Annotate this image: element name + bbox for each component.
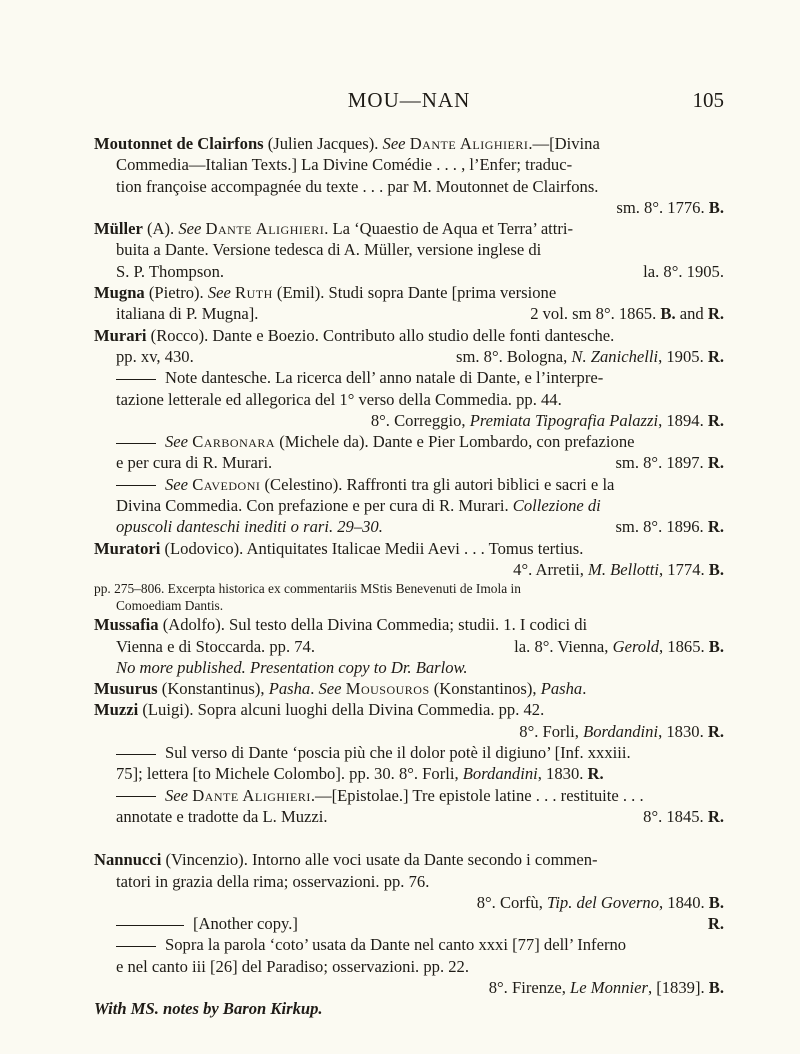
- entry-line: [94, 303, 724, 324]
- entry-note: No more published. Presentation copy to Dr. Barlow.: [116, 657, 468, 677]
- entry-text: (Pietro).: [144, 283, 208, 303]
- entry-muratori: [94, 538, 724, 615]
- entry-line: [94, 699, 724, 720]
- entry-line: [94, 538, 724, 559]
- library-mark: B.: [708, 892, 724, 912]
- imprint-text: 8°. Forli,: [519, 721, 584, 741]
- entry-text: .: [310, 679, 319, 699]
- entry-imprint: [94, 977, 724, 998]
- series-title: Collezione di: [512, 496, 601, 516]
- entry-note: Comoediam Dantis.: [116, 598, 224, 614]
- entry-line: [94, 218, 724, 239]
- entry-heading: Musurus: [94, 679, 158, 699]
- entry-text: S. P. Thompson.: [116, 261, 225, 281]
- library-mark: R.: [707, 453, 724, 473]
- library-mark: B.: [708, 559, 724, 579]
- imprint-text: , 1894.: [658, 410, 708, 430]
- imprint-text: la. 8°. Vienna,: [514, 636, 613, 656]
- entry-imprint: [94, 410, 724, 431]
- publisher: Gerold: [612, 636, 659, 656]
- library-mark: R.: [707, 346, 724, 366]
- entry-text: pp. xv, 430.: [116, 346, 194, 366]
- catalogue-entries: [94, 133, 724, 1020]
- imprint-text: , 1830.: [658, 721, 708, 741]
- ditto-rule: [116, 443, 156, 444]
- entry-heading: Mussafia: [94, 615, 159, 635]
- see-reference: See: [178, 219, 202, 239]
- ditto-rule: [116, 754, 156, 755]
- entry-musurus: [94, 678, 724, 699]
- entry-text: . La ‘Quaestio de Aqua et Terra’ attri-: [324, 219, 574, 239]
- library-mark: R.: [707, 517, 724, 537]
- entry-imprint: [94, 559, 724, 580]
- library-mark: R.: [707, 721, 724, 741]
- entry-text: Sul verso di Dante ‘poscia più che il dolor potè il digiuno’ [Inf. xxxiii.: [165, 743, 631, 763]
- entry-text: e per cura di R. Murari.: [116, 453, 273, 473]
- entry-line: [94, 367, 724, 388]
- library-mark: B.: [660, 304, 676, 324]
- entry-text: (A).: [142, 219, 179, 239]
- library-mark: R.: [707, 304, 724, 324]
- entry-line: [94, 934, 724, 955]
- series-title: opuscoli danteschi inediti o rari. 29–30.: [116, 517, 383, 537]
- entry-note: With MS. notes by Baron Kirkup.: [94, 999, 323, 1019]
- entry-heading: Muratori: [94, 538, 161, 558]
- cross-reference: Dante Alighieri: [192, 785, 311, 805]
- entry-line: [94, 806, 724, 827]
- entry-text: annotate e tradotte da L. Muzzi.: [116, 806, 328, 826]
- imprint-text: [643, 806, 724, 827]
- entry-text: Sopra la parola ‘coto’ usata da Dante nel canto xxxi [77] dell’ Inferno: [165, 935, 627, 955]
- entry-text: (Julien Jacques).: [263, 134, 383, 153]
- imprint-text: and: [675, 304, 708, 324]
- publisher: Le Monnier: [570, 977, 648, 997]
- entry-text: (Konstantinus),: [157, 679, 269, 699]
- imprint-text: 2 vol. sm 8°. 1865.: [530, 304, 661, 324]
- entry-line: tion françoise accompagnée du texte . . . par M. Moutonnet de Clairfons.: [116, 176, 599, 196]
- imprint-text: 8°. 1845.: [643, 806, 708, 826]
- entry-line: [94, 763, 724, 784]
- entry-line: buita a Dante. Versione tedesca di A. Müller, versione inglese di: [116, 240, 542, 260]
- library-mark: B.: [708, 977, 724, 997]
- imprint-text: , [1839].: [647, 977, 709, 997]
- publisher: N. Zanichelli: [571, 346, 659, 366]
- entry-text: Note dantesche. La ricerca dell’ anno natale di Dante, e l’interpre-: [165, 368, 604, 388]
- publisher: Bordandini: [583, 721, 659, 741]
- entry-text: Divina Commedia. Con prefazione e per cura di R. Murari.: [116, 496, 513, 516]
- entry-imprint: [94, 892, 724, 913]
- entry-text: (Konstantinos),: [429, 679, 541, 699]
- entry-line: [94, 742, 724, 763]
- entry-moutonnet: [94, 133, 724, 218]
- ditto-rule: [116, 379, 156, 380]
- entry-heading: Nannucci: [94, 850, 162, 870]
- entry-nannucci: [94, 849, 724, 1019]
- entry-murari: [94, 325, 724, 538]
- entry-line: [94, 261, 724, 282]
- entry-line: [94, 913, 724, 934]
- entry-heading: Muzzi: [94, 700, 139, 720]
- entry-line: [94, 346, 724, 367]
- entry-mussafia: [94, 614, 724, 678]
- entry-text: .—[Epistolae.] Tre epistole latine . . . restituite . . .: [310, 785, 644, 805]
- publisher: M. Bellotti: [588, 559, 659, 579]
- entry-heading: Moutonnet de Clairfons: [94, 134, 264, 153]
- entry-text: (Michele da). Dante e Pier Lombardo, con prefazione: [275, 432, 635, 452]
- imprint-text: sm. 8°. 1896.: [615, 517, 708, 537]
- entry-line: [94, 431, 724, 452]
- imprint-text: , 1905.: [658, 346, 708, 366]
- entry-text: (Lodovico). Antiquitates Italicae Medii Aevi . . . Tomus tertius.: [160, 538, 584, 558]
- imprint-text: 4°. Arretii,: [513, 559, 589, 579]
- entry-imprint: [94, 197, 724, 218]
- imprint-text: 8°. Correggio,: [370, 410, 470, 430]
- entry-text: (Rocco). Dante e Boezio. Contributo allo studio delle fonti dantesche.: [146, 325, 615, 345]
- entry-text: (Luigi). Sopra alcuni luoghi della Divina Commedia. pp. 42.: [138, 700, 545, 720]
- entry-line: Commedia—Italian Texts.] La Divine Comédie . . . , l’Enfer; traduc-: [116, 155, 573, 175]
- entry-text: .: [582, 679, 587, 699]
- imprint-text: , 1830.: [537, 764, 588, 784]
- entry-line: [94, 133, 724, 154]
- library-mark: B.: [708, 197, 724, 217]
- entry-line: [94, 614, 724, 635]
- entry-imprint: [94, 721, 724, 742]
- entry-line: tazione letterale ed allegorica del 1° verso della Commedia. pp. 44.: [116, 389, 562, 409]
- library-mark: R.: [707, 806, 724, 826]
- entry-line: [94, 849, 724, 870]
- entry-muzzi: [94, 699, 724, 827]
- page-number: 105: [692, 88, 724, 112]
- cross-reference: Cavedoni: [192, 474, 261, 494]
- see-reference: See: [165, 785, 189, 805]
- publisher: Tip. del Governo: [547, 892, 659, 912]
- entry-text: italiana di P. Mugna].: [116, 304, 259, 324]
- entry-text: (Celestino). Raffronti tra gli autori biblici e sacri e la: [260, 474, 615, 494]
- imprint-text: [615, 452, 724, 473]
- cross-reference: Dante Alighieri: [205, 219, 325, 239]
- letter-break: [94, 827, 724, 849]
- imprint-text: , 1865.: [659, 636, 709, 656]
- ditto-rule: [116, 485, 156, 486]
- entry-muller: [94, 218, 724, 282]
- entry-heading: Müller: [94, 219, 143, 239]
- imprint-text: sm. 8°. 1776.: [616, 197, 709, 217]
- ditto-rule: [116, 946, 156, 947]
- entry-text: (Vincenzio). Intorno alle voci usate da Dante secondo i commen-: [161, 850, 598, 870]
- entry-line: [94, 474, 724, 495]
- entry-line: e nel canto iii [26] del Paradiso; osservazioni. pp. 22.: [116, 956, 469, 976]
- library-mark: R.: [707, 410, 724, 430]
- see-reference: See: [165, 474, 189, 494]
- imprint-text: , 1774.: [659, 559, 709, 579]
- ditto-rule: [116, 796, 156, 797]
- entry-line: [94, 785, 724, 806]
- title-text: Pasha: [540, 679, 583, 699]
- entry-line: [94, 452, 724, 473]
- entry-mugna: [94, 282, 724, 325]
- imprint-text: 8°. Firenze,: [488, 977, 571, 997]
- imprint-text: [456, 346, 724, 367]
- entry-text: 75]; lettera [to Michele Colombo]. pp. 30. 8°. Forli,: [116, 764, 463, 784]
- see-reference: See: [207, 283, 231, 303]
- library-mark: R.: [707, 914, 724, 934]
- imprint-text: la. 8°. 1905.: [643, 261, 724, 281]
- entry-line: [94, 495, 724, 516]
- imprint-text: [530, 303, 724, 324]
- entry-text: Vienna e di Stoccarda. pp. 74.: [116, 636, 315, 656]
- title-text: Pasha: [268, 679, 311, 699]
- entry-text: [Another copy.]: [193, 914, 298, 934]
- running-header: [94, 88, 724, 114]
- entry-heading: Murari: [94, 325, 147, 345]
- entry-heading: Mugna: [94, 283, 145, 303]
- library-mark: B.: [708, 636, 724, 656]
- library-mark: R.: [587, 764, 604, 784]
- cross-reference: Dante Alighieri: [409, 134, 529, 153]
- entry-text: .—[Divina: [528, 134, 600, 153]
- cross-reference: Mousouros: [345, 679, 430, 699]
- imprint-text: , 1840.: [659, 892, 709, 912]
- cross-reference: Carbonara: [192, 432, 276, 452]
- publisher: Premiata Tipografia Palazzi: [469, 410, 659, 430]
- entry-text: (Emil). Studi sopra Dante [prima versione: [272, 283, 557, 303]
- entry-line: [94, 325, 724, 346]
- imprint-text: 8°. Corfù,: [476, 892, 547, 912]
- see-reference: See: [165, 432, 189, 452]
- entry-line: [94, 282, 724, 303]
- see-reference: See: [318, 679, 342, 699]
- see-reference: See: [382, 134, 406, 153]
- imprint-text: sm. 8°. 1897.: [615, 453, 708, 473]
- entry-line: [94, 678, 724, 699]
- ditto-rule: [116, 925, 184, 926]
- cross-reference: Ruth: [235, 283, 273, 303]
- entry-text: (Adolfo). Sul testo della Divina Commedia; studii. 1. I codici di: [158, 615, 588, 635]
- imprint-text: [615, 516, 724, 537]
- header-title: MOU—NAN: [347, 88, 471, 112]
- entry-line: [94, 516, 724, 537]
- entry-line: [94, 636, 724, 657]
- imprint-text: [514, 636, 724, 657]
- imprint-text: sm. 8°. Bologna,: [456, 346, 572, 366]
- publisher: Bordandini: [462, 764, 538, 784]
- entry-line: tatori in grazia della rima; osservazioni. pp. 76.: [116, 871, 430, 891]
- entry-note: pp. 275–806. Excerpta historica ex commentariis MStis Benevenuti de Imola in: [94, 581, 521, 597]
